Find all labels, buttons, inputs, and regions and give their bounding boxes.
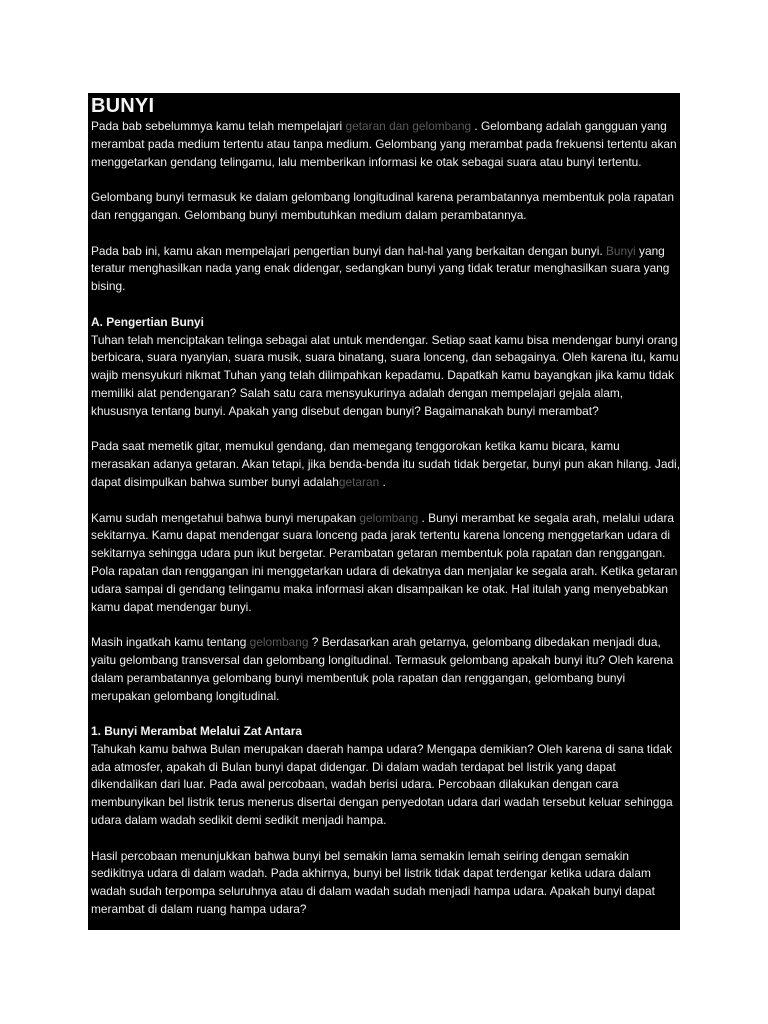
- paragraph-longitudinal: Gelombang bunyi termasuk ke dalam gelombang longitudinal karena perambatannya membentuk pola rapatan dan renggangan. Gelombang bunyi membutuhkan medium dalam perambatannya.: [91, 190, 675, 222]
- link-getaran[interactable]: getaran: [338, 474, 380, 489]
- paragraph-pengertian-2: [91, 438, 680, 491]
- paragraph-intro: [91, 118, 680, 171]
- section-heading-pengertian-bunyi: A. Pengertian Bunyi: [91, 314, 204, 329]
- link-gelombang-2[interactable]: gelombang: [249, 635, 309, 650]
- text-run: . Gelombang adalah gangguan yang merambat pada medium tertentu atau tanpa medium. Gelombang yang merambat pada frekuensi tertentu akan menggetarkan gendang telingamu, lalu memberikan informasi ke otak sebagai suara atau bunyi tertentu.: [91, 119, 677, 169]
- section-heading-zat-antara: 1. Bunyi Merambat Melalui Zat Antara: [91, 724, 302, 739]
- link-bunyi[interactable]: Bunyi: [605, 243, 636, 258]
- text-run: .: [379, 474, 386, 489]
- link-gelombang[interactable]: gelombang: [359, 510, 419, 525]
- text-run: ? Berdasarkan arah getarnya, gelombang dibedakan menjadi dua, yaitu gelombang transversal dan gelombang longitudinal. Termasuk gelombang apakah bunyi itu? Oleh karena dalam perambatannya gelombang bunyi membentuk pola rapatan dan renggangan, gelombang bunyi merupakan gelombang longitudinal.: [91, 635, 674, 703]
- text-run: . Bunyi merambat ke segala arah, melalui udara sekitarnya. Kamu dapat mendengar suara lonceng pada jarak tertentu karena lonceng menggetarkan udara di sekitarnya sehingga udara pun ikut bergetar. Perambatan getaran membentuk pola rapatan dan renggangan. Pola rapatan dan renggangan ini menggetarkan udara di dekatnya dan menjalar ke segala arah. Ketika getaran udara sampai di gendang telingamu maka informasi akan disampaikan ke otak. Hal itulah yang menyebabkan kamu dapat mendengar bunyi.: [91, 510, 678, 614]
- link-getaran-dan-gelombang[interactable]: getaran dan gelombang: [345, 119, 472, 133]
- text-run: yang teratur menghasilkan nada yang enak didengar, sedangkan bunyi yang tidak teratur menghasilkan suara yang bising.: [91, 243, 670, 294]
- text-run: Masih ingatkah kamu tentang: [91, 635, 250, 650]
- text-run: Pada saat memetik gitar, memukul gendang, dan memegang tenggorokan ketika kamu bicara, kamu merasakan adanya getaran. Akan tetapi, jika benda-benda itu sudah tidak bergetar, bunyi pun akan hilang. Jadi, dapat disimpulkan bahwa sumber bunyi adalah: [91, 439, 680, 489]
- text-run: Pada bab ini, kamu akan mempelajari pengertian bunyi dan hal-hal yang berkaitan dengan bunyi.: [91, 243, 606, 258]
- paragraph-pengertian-1: Tuhan telah menciptakan telinga sebagai alat untuk mendengar. Setiap saat kamu bisa mendengar bunyi orang berbicara, suara nyanyian, suara musik, suara binatang, suara lonceng, dan sebagainya. Oleh karena itu, kamu wajib mensyukuri nikmat Tuhan yang telah dilimpahkan kepadamu. Dapatkah kamu bayangkan jika kamu tidak memiliki alat pendengaran? Salah satu cara mensyukurinya adalah dengan mempelajari gejala alam, khususnya tentang bunyi. Apakah yang disebut dengan bunyi? Bagaimanakah bunyi merambat?: [91, 332, 679, 418]
- paragraph-pengertian-4: [91, 634, 680, 705]
- page-title: BUNYI: [91, 95, 155, 117]
- text-run: Kamu sudah mengetahui bahwa bunyi merupakan: [91, 510, 360, 525]
- paragraph-bab-ini: [91, 243, 680, 296]
- document-body: [88, 93, 680, 930]
- paragraph-pengertian-3: [91, 510, 680, 617]
- paragraph-zat-antara-2: Hasil percobaan menunjukkan bahwa bunyi bel semakin lama semakin lemah seiring dengan semakin sedikitnya udara di dalam wadah. Pada akhirnya, bunyi bel listrik tidak dapat terdengar ketika udara dalam wadah sudah terpompa seluruhnya atau di dalam wadah sudah menjadi hampa udara. Apakah bunyi dapat merambat di dalam ruang hampa udara?: [91, 848, 655, 917]
- paragraph-zat-antara-1: Tahukah kamu bahwa Bulan merupakan daerah hampa udara? Mengapa demikian? Oleh karena di sana tidak ada atmosfer, apakah di Bulan bunyi dapat didengar. Di dalam wadah terdapat bel listrik yang dapat dikendalikan dari luar. Pada awal percobaan, wadah berisi udara. Percobaan dilakukan dengan cara membunyikan bel listrik terus menerus disertai dengan penyedotan udara dari wadah tersebut keluar sehingga udara dalam wadah sedikit demi sedikit menjadi hampa.: [91, 741, 673, 828]
- text-run: Pada bab sebelummya kamu telah mempelajari: [91, 119, 346, 133]
